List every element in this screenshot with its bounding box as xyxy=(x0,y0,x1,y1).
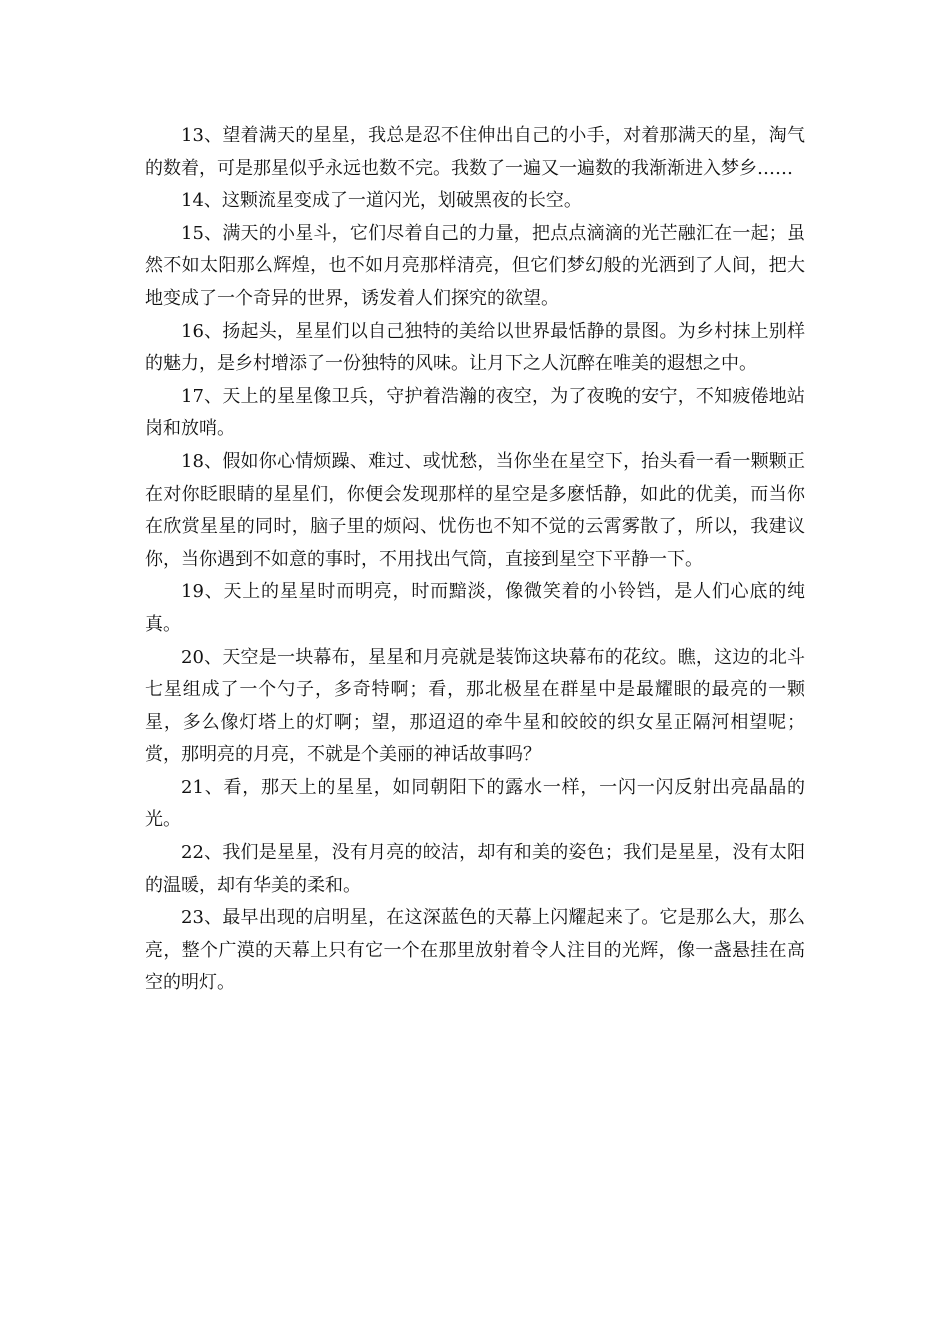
paragraph-22 xyxy=(145,837,805,902)
document-page xyxy=(145,120,805,1000)
paragraph-15 xyxy=(145,218,805,316)
paragraph-number: 17、 xyxy=(181,385,223,407)
paragraph-number: 19、 xyxy=(181,581,224,603)
paragraph-number: 14、 xyxy=(181,190,222,212)
paragraph-16 xyxy=(145,316,805,381)
paragraph-text: 望着满天的星星，我总是忍不住伸出自己的小手，对着那满天的星，淘气的数着，可是那星似乎永远也数不完。我数了一遍又一遍数的我渐渐进入梦乡…… xyxy=(145,125,806,179)
paragraph-number: 15、 xyxy=(181,222,223,244)
paragraph-17 xyxy=(145,381,805,446)
paragraph-text: 天上的星星像卫兵，守护着浩瀚的夜空，为了夜晚的安宁，不知疲倦地站岗和放哨。 xyxy=(145,385,806,440)
paragraph-number: 16、 xyxy=(181,320,223,342)
paragraph-14 xyxy=(145,185,805,218)
paragraph-text: 扬起头，星星们以自己独特的美给以世界最恬静的景图。为乡村抹上别样的魅力，是乡村增添了一份独特的风味。让月下之人沉醉在唯美的遐想之中。 xyxy=(145,320,806,375)
paragraph-text: 这颗流星变成了一道闪光，划破黑夜的长空。 xyxy=(221,190,582,212)
paragraph-text: 最早出现的启明星，在这深蓝色的天幕上闪耀起来了。它是那么大，那么亮，整个广漠的天幕上只有它一个在那里放射着令人注目的光辉，像一盏悬挂在高空的明灯。 xyxy=(145,907,806,994)
paragraph-23 xyxy=(145,902,805,1000)
paragraph-21 xyxy=(145,772,805,837)
paragraph-18 xyxy=(145,446,805,576)
paragraph-text: 天上的星星时而明亮，时而黯淡，像微笑着的小铃铛，是人们心底的纯真。 xyxy=(145,581,806,635)
paragraph-text: 满天的小星斗，它们尽着自己的力量，把点点滴滴的光芒融汇在一起；虽然不如太阳那么辉煌，也不如月亮那样清亮，但它们梦幻般的光洒到了人间，把大地变成了一个奇异的世界，诱发着人们探究的欲望。 xyxy=(145,222,806,309)
paragraph-text: 天空是一块幕布，星星和月亮就是装饰这块幕布的花纹。瞧，这边的北斗七星组成了一个勺子，多奇特啊；看，那北极星在群星中是最耀眼的最亮的一颗星，多么像灯塔上的灯啊；望，那迢迢的牵牛星和皎皎的织女星正隔河相望呢；赏，那明亮的月亮，不就是个美丽的神话故事吗？ xyxy=(145,646,806,766)
paragraph-19 xyxy=(145,576,805,641)
paragraph-number: 22、 xyxy=(181,842,223,864)
paragraph-number: 23、 xyxy=(181,907,223,929)
paragraph-number: 20、 xyxy=(181,646,223,668)
paragraph-13 xyxy=(145,120,805,185)
paragraph-text: 看，那天上的星星，如同朝阳下的露水一样，一闪一闪反射出亮晶晶的光。 xyxy=(145,776,806,831)
paragraph-number: 21、 xyxy=(181,776,224,798)
paragraph-number: 13、 xyxy=(181,125,223,146)
paragraph-text: 我们是星星，没有月亮的皎洁，却有和美的姿色；我们是星星，没有太阳的温暖，却有华美的柔和。 xyxy=(145,842,806,896)
paragraph-number: 18、 xyxy=(181,450,223,472)
paragraph-text: 假如你心情烦躁、难过、或忧愁，当你坐在星空下，抬头看一看一颗颗正在对你眨眼睛的星星们，你便会发现那样的星空是多麽恬静，如此的优美，而当你在欣赏星星的同时，脑子里的烦闷、忧伤也不知不觉的云霄雾散了，所以，我建议你，当你遇到不如意的事时，不用找出气筒，直接到星空下平静一下。 xyxy=(145,450,806,570)
paragraph-20 xyxy=(145,642,805,772)
